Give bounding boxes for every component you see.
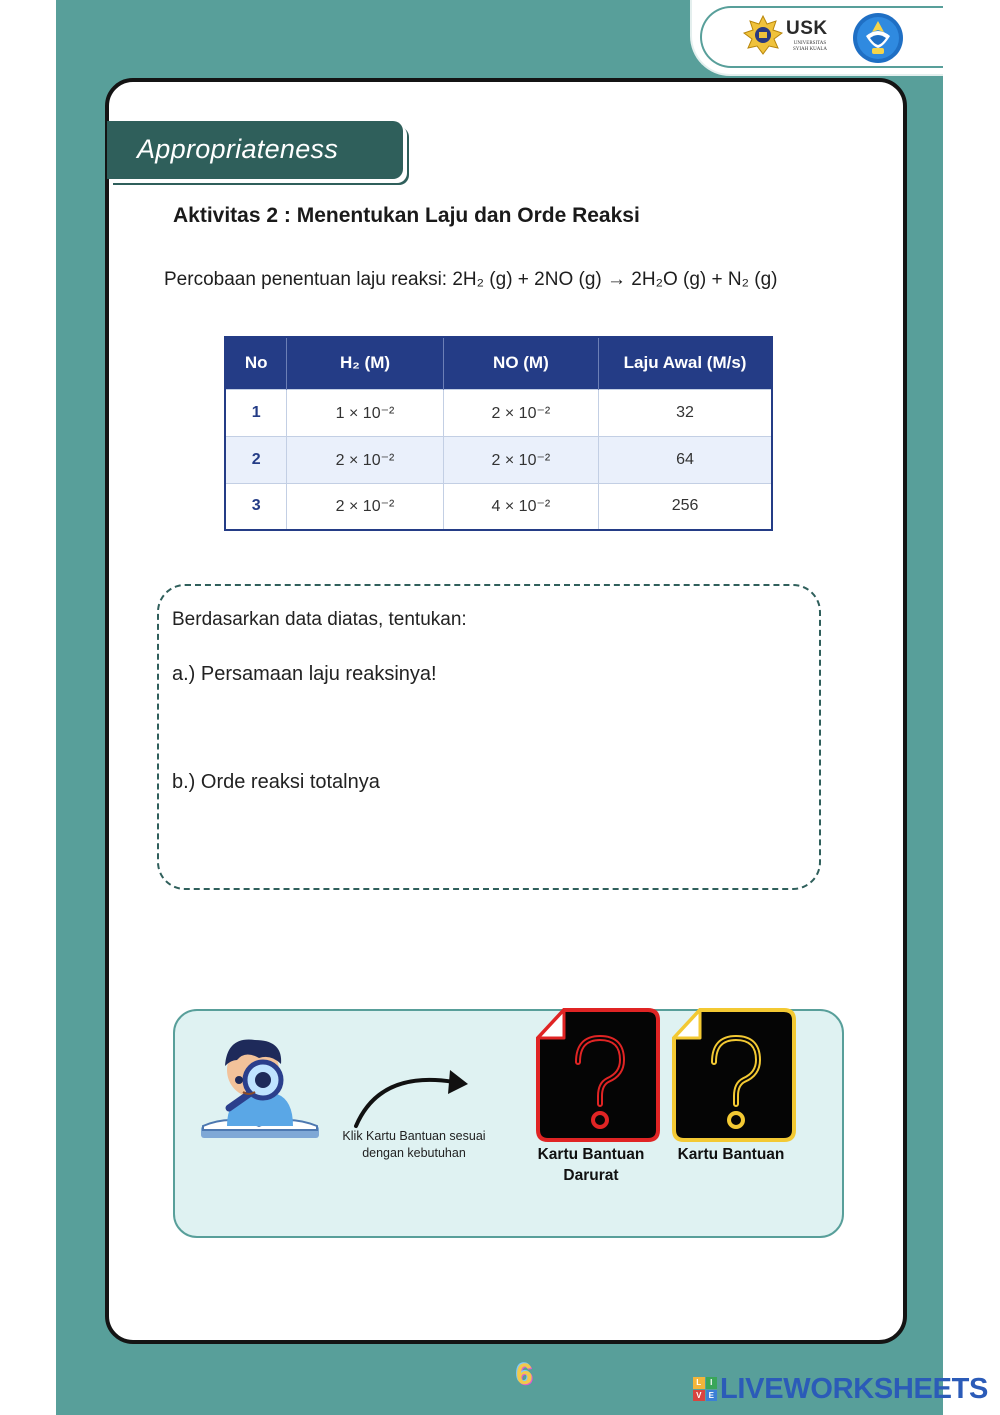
logo-letter: I xyxy=(706,1377,718,1389)
university-name: USK xyxy=(786,18,828,39)
curved-arrow-icon xyxy=(350,1060,474,1132)
emergency-help-card-button[interactable] xyxy=(536,1008,660,1142)
liveworksheets-logo-icon xyxy=(693,1377,717,1401)
table-cell: 32 xyxy=(599,389,772,436)
table-row xyxy=(225,389,772,436)
university-subtitle: UNIVERSITAS SYIAH KUALA xyxy=(792,41,828,52)
page-number: 6 xyxy=(516,1358,533,1391)
table-cell: 2 xyxy=(225,436,287,483)
table-row xyxy=(225,483,772,530)
tut-wuri-handayani-logo-icon xyxy=(852,12,904,64)
table-cell: 2 × 10⁻² xyxy=(287,483,443,530)
table-cell: 2 × 10⁻² xyxy=(443,389,598,436)
kid-with-magnifier-illustration xyxy=(197,1030,325,1148)
liveworksheets-text: LIVEWORKSHEETS xyxy=(720,1372,989,1405)
liveworksheets-brand[interactable] xyxy=(693,1372,988,1406)
help-caption: Klik Kartu Bantuan sesuai dengan kebutuhan xyxy=(342,1129,486,1160)
table-row xyxy=(225,436,772,483)
usk-emblem-icon xyxy=(742,14,784,56)
reaction-equation: Percobaan penentuan laju reaksi: 2H₂ (g) + 2NO (g) → 2H₂O (g) + N₂ (g) xyxy=(164,269,778,290)
table-cell: 64 xyxy=(599,436,772,483)
section-title-tab xyxy=(107,121,403,179)
logo-letter: V xyxy=(693,1390,705,1402)
help-card-label: Kartu Bantuan xyxy=(677,1146,785,1163)
table-header-cell: Laju Awal (M/s) xyxy=(599,337,772,389)
logo-letter: E xyxy=(706,1390,718,1402)
table-cell: 2 × 10⁻² xyxy=(287,436,443,483)
question-intro: Berdasarkan data diatas, tentukan: xyxy=(172,609,467,630)
table-header-row xyxy=(225,337,772,389)
question-b: b.) Orde reaksi totalnya xyxy=(172,771,380,793)
table-header-cell: NO (M) xyxy=(443,337,598,389)
help-card-button[interactable] xyxy=(672,1008,796,1142)
question-a: a.) Persamaan laju reaksinya! xyxy=(172,663,437,685)
table-cell: 256 xyxy=(599,483,772,530)
activity-title: Aktivitas 2 : Menentukan Laju dan Orde Reaksi xyxy=(173,204,640,227)
logo-letter: L xyxy=(693,1377,705,1389)
table-cell: 4 × 10⁻² xyxy=(443,483,598,530)
table-header-cell: No xyxy=(225,337,287,389)
table-cell: 2 × 10⁻² xyxy=(443,436,598,483)
rate-data-table xyxy=(224,336,773,531)
section-title: Appropriateness xyxy=(137,134,339,164)
table-header-cell: H₂ (M) xyxy=(287,337,443,389)
table-cell: 1 xyxy=(225,389,287,436)
table-cell: 3 xyxy=(225,483,287,530)
emergency-card-label: Kartu Bantuan Darurat xyxy=(537,1146,645,1184)
table-cell: 1 × 10⁻² xyxy=(287,389,443,436)
